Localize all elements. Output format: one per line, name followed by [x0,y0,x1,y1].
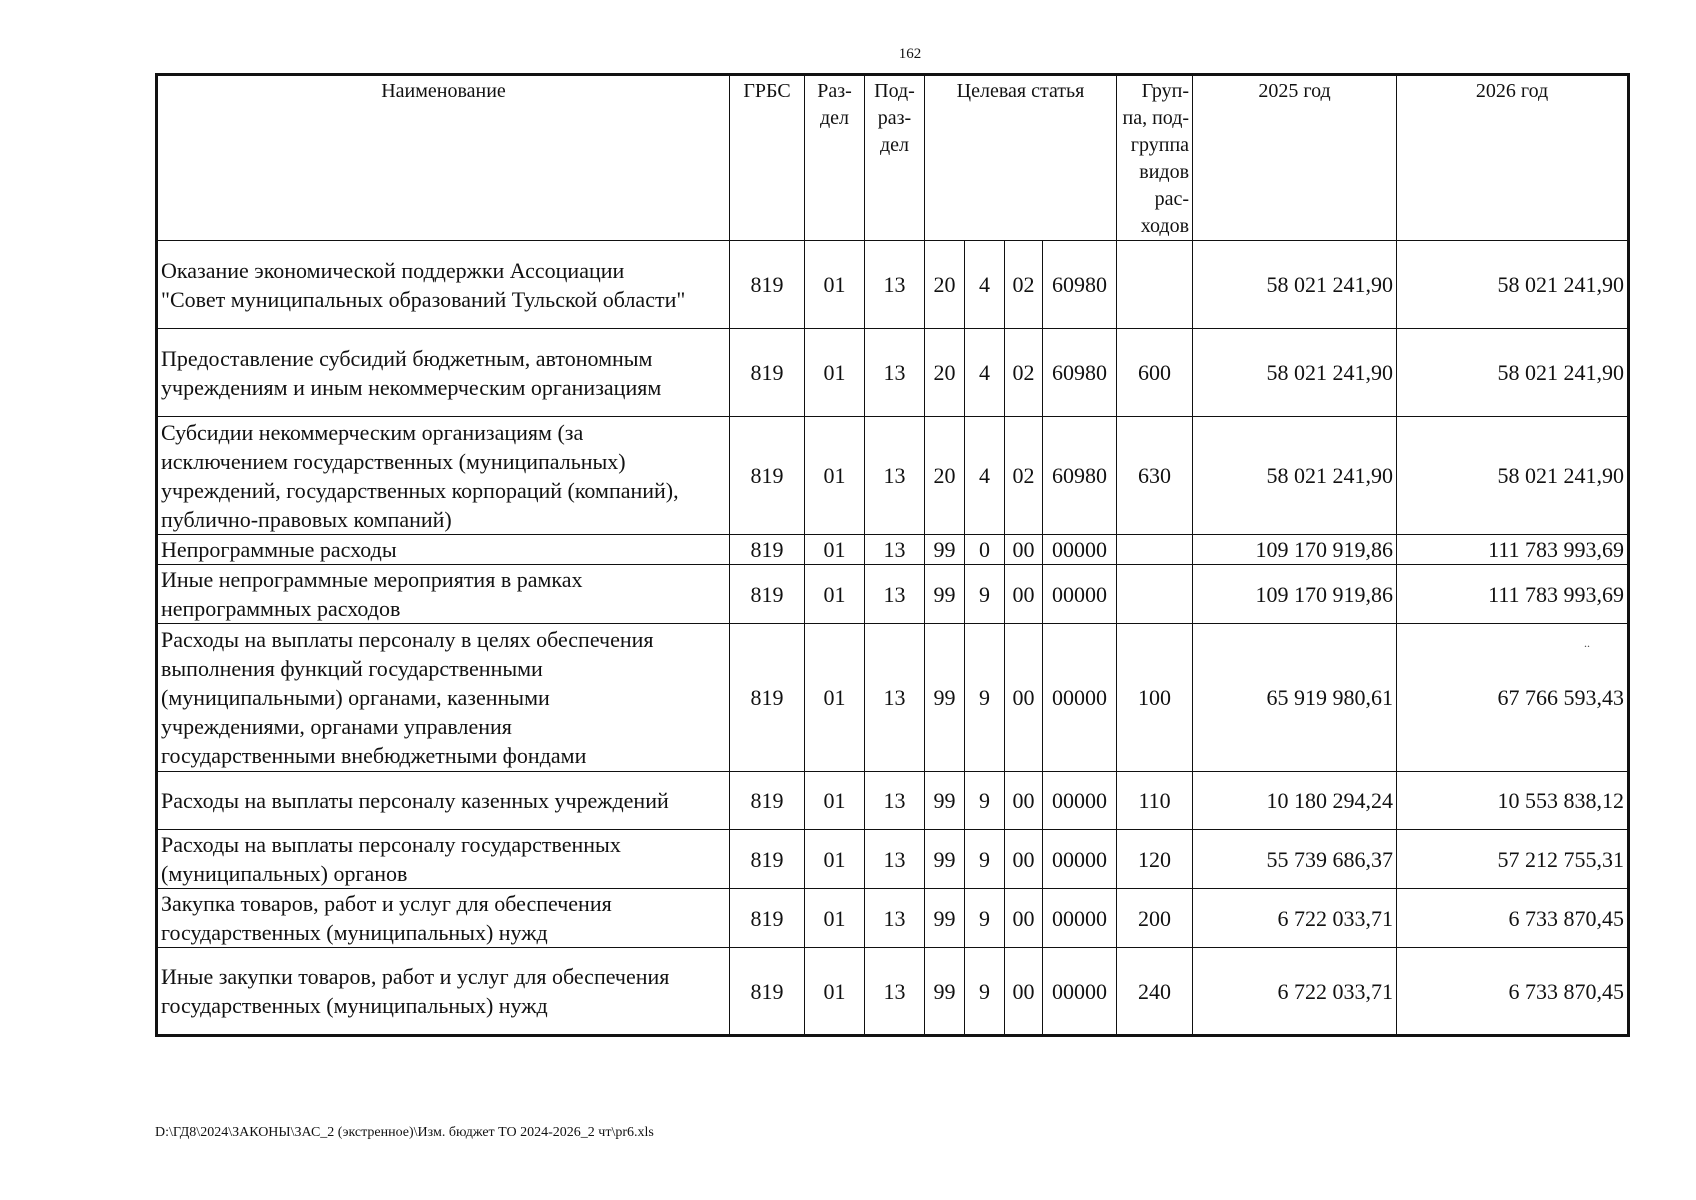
header-line: Раз- [817,80,852,102]
cell-target-subprogram: 00 [1005,565,1043,624]
cell-grbs: 819 [730,535,805,565]
cell-razdel: 01 [805,830,865,889]
row-name-line: Субсидии некоммерческим организациям (за [161,419,584,445]
cell-razdel: 01 [805,329,865,417]
cell-grbs: 819 [730,624,805,772]
cell-amount-2026: 6 733 870,45 [1397,889,1629,948]
cell-podrazdel: 13 [865,565,925,624]
table-row [157,565,1629,624]
cell-amount-2026: 58 021 241,90 [1397,241,1629,329]
row-name [157,241,730,329]
cell-razdel: 01 [805,417,865,535]
cell-amount-2026: 10 553 838,12 [1397,772,1629,830]
header-expense-group [1117,75,1193,241]
file-path-footer: D:\ГД8\2024\ЗАКОНЫ\ЗАС_2 (экстренное)\Изм. бюджет ТО 2024-2026_2 чт\pr6.xls [155,1125,654,1140]
header-target-article: Целевая статья [925,75,1117,241]
row-name-line: выполнения функций государственными [161,656,543,681]
cell-razdel: 01 [805,772,865,830]
table-row [157,535,1629,565]
header-line: рас- [1154,188,1190,210]
cell-target-direction: 00000 [1043,889,1117,948]
stray-mark: .. [1584,636,1590,650]
cell-amount-2025: 109 170 919,86 [1193,535,1397,565]
row-name-line: учреждениям и иным некоммерческим организациям [161,374,662,400]
cell-target-subprogram: 00 [1005,948,1043,1036]
cell-target-type: 4 [965,329,1005,417]
row-name [157,329,730,417]
cell-target-program: 99 [925,830,965,889]
cell-grbs: 819 [730,241,805,329]
header-line: группа [1130,134,1190,156]
row-name-line: Оказание экономической поддержки Ассоциации [161,257,625,283]
cell-razdel: 01 [805,535,865,565]
row-name-line: Расходы на выплаты персоналу в целях обеспечения [161,627,654,652]
cell-grbs: 819 [730,329,805,417]
cell-target-program: 99 [925,565,965,624]
cell-target-program: 20 [925,417,965,535]
header-line: дел [879,134,910,156]
row-name [157,624,730,772]
cell-expense-group [1117,241,1193,329]
header-year-2026: 2026 год [1397,75,1629,241]
cell-target-type: 4 [965,417,1005,535]
cell-amount-2025: 58 021 241,90 [1193,329,1397,417]
row-name-line: публично-правовых компаний) [161,506,452,532]
cell-target-type: 9 [965,830,1005,889]
cell-razdel: 01 [805,948,865,1036]
cell-target-subprogram: 00 [1005,535,1043,565]
cell-target-program: 99 [925,772,965,830]
cell-target-subprogram: 00 [1005,889,1043,948]
row-name-line: Закупка товаров, работ и услуг для обеспечения [161,891,612,916]
row-name [157,565,730,624]
cell-target-direction: 00000 [1043,948,1117,1036]
cell-target-direction: 60980 [1043,241,1117,329]
row-name-line: учреждений, государственных корпораций (компаний), [161,477,679,503]
cell-expense-group: 600 [1117,329,1193,417]
cell-target-program: 20 [925,329,965,417]
cell-amount-2025: 58 021 241,90 [1193,417,1397,535]
cell-target-direction: 00000 [1043,830,1117,889]
row-name [157,772,730,830]
header-line: дел [819,107,850,129]
cell-podrazdel: 13 [865,535,925,565]
cell-target-type: 9 [965,889,1005,948]
cell-target-subprogram: 02 [1005,241,1043,329]
row-name-line: непрограммных расходов [161,596,401,621]
cell-podrazdel: 13 [865,417,925,535]
header-line: Груп- [1141,80,1190,102]
cell-target-subprogram: 00 [1005,830,1043,889]
cell-amount-2026: 111 783 993,69 [1397,535,1629,565]
cell-grbs: 819 [730,417,805,535]
header-line: Под- [874,80,915,102]
header-line: ходов [1140,215,1190,237]
table-body [157,241,1629,1036]
table-row [157,948,1629,1036]
cell-target-direction: 00000 [1043,772,1117,830]
cell-amount-2026: 58 021 241,90 [1397,417,1629,535]
cell-target-subprogram: 02 [1005,417,1043,535]
header-line: видов [1139,161,1190,183]
cell-amount-2026: 57 212 755,31 [1397,830,1629,889]
cell-amount-2026: 58 021 241,90 [1397,329,1629,417]
table-row [157,889,1629,948]
header-row [157,75,1629,241]
row-name-line: исключением государственных (муниципальных) [161,448,626,474]
row-name-line: государственных (муниципальных) нужд [161,993,548,1018]
cell-target-program: 20 [925,241,965,329]
cell-podrazdel: 13 [865,241,925,329]
table-row [157,417,1629,535]
cell-target-program: 99 [925,889,965,948]
cell-target-program: 99 [925,948,965,1036]
cell-grbs: 819 [730,948,805,1036]
row-name-line: государственными внебюджетными фондами [161,743,587,768]
row-name [157,948,730,1036]
cell-amount-2025: 55 739 686,37 [1193,830,1397,889]
cell-target-direction: 00000 [1043,565,1117,624]
header-year-2025: 2025 год [1193,75,1397,241]
row-name-line: (муниципальных) органов [161,861,408,886]
cell-target-type: 4 [965,241,1005,329]
cell-grbs: 819 [730,830,805,889]
row-name-line: Предоставление субсидий бюджетным, автономным [161,345,653,371]
cell-expense-group: 100 [1117,624,1193,772]
cell-target-subprogram: 00 [1005,624,1043,772]
page-number: 162 [898,46,922,62]
cell-podrazdel: 13 [865,830,925,889]
cell-target-subprogram: 00 [1005,772,1043,830]
cell-expense-group: 120 [1117,830,1193,889]
cell-target-direction: 60980 [1043,417,1117,535]
row-name-line: Иные закупки товаров, работ и услуг для обеспечения [161,964,670,989]
header-name: Наименование [157,75,730,241]
cell-target-direction: 60980 [1043,329,1117,417]
cell-podrazdel: 13 [865,889,925,948]
cell-grbs: 819 [730,889,805,948]
header-line: па, под- [1122,107,1190,129]
header-podrazdel [865,75,925,241]
cell-target-subprogram: 02 [1005,329,1043,417]
cell-target-type: 0 [965,535,1005,565]
cell-razdel: 01 [805,241,865,329]
cell-razdel: 01 [805,565,865,624]
cell-target-program: 99 [925,624,965,772]
row-name-line: Непрограммные расходы [161,537,397,562]
row-name [157,830,730,889]
budget-table [155,73,1630,1037]
cell-podrazdel: 13 [865,948,925,1036]
cell-amount-2026: 6 733 870,45 [1397,948,1629,1036]
row-name-line: Расходы на выплаты персоналу казенных учреждений [161,788,669,813]
cell-target-direction: 00000 [1043,624,1117,772]
cell-target-direction: 00000 [1043,535,1117,565]
row-name-line: учреждениями, органами управления [161,714,512,739]
cell-podrazdel: 13 [865,624,925,772]
cell-expense-group: 630 [1117,417,1193,535]
cell-expense-group: 240 [1117,948,1193,1036]
row-name [157,889,730,948]
cell-target-program: 99 [925,535,965,565]
header-razdel [805,75,865,241]
cell-grbs: 819 [730,565,805,624]
row-name-line: Расходы на выплаты персоналу государственных [161,832,621,857]
cell-target-type: 9 [965,565,1005,624]
cell-amount-2025: 109 170 919,86 [1193,565,1397,624]
row-name-line: "Совет муниципальных образований Тульской области" [161,286,686,312]
cell-amount-2026: 67 766 593,43 [1397,624,1629,772]
cell-razdel: 01 [805,624,865,772]
cell-podrazdel: 13 [865,772,925,830]
cell-amount-2025: 10 180 294,24 [1193,772,1397,830]
table-row [157,241,1629,329]
table-row [157,772,1629,830]
table-row [157,830,1629,889]
header-grbs: ГРБС [730,75,805,241]
cell-grbs: 819 [730,772,805,830]
row-name-line: государственных (муниципальных) нужд [161,920,548,945]
row-name [157,535,730,565]
row-name-line: (муниципальными) органами, казенными [161,685,550,710]
cell-razdel: 01 [805,889,865,948]
cell-amount-2025: 58 021 241,90 [1193,241,1397,329]
cell-amount-2025: 65 919 980,61 [1193,624,1397,772]
cell-amount-2025: 6 722 033,71 [1193,889,1397,948]
cell-target-type: 9 [965,772,1005,830]
row-name-line: Иные непрограммные мероприятия в рамках [161,567,583,592]
cell-expense-group: 110 [1117,772,1193,830]
header-line: раз- [877,107,912,129]
cell-expense-group [1117,535,1193,565]
cell-podrazdel: 13 [865,329,925,417]
cell-amount-2025: 6 722 033,71 [1193,948,1397,1036]
cell-target-type: 9 [965,948,1005,1036]
table-row [157,624,1629,772]
row-name [157,417,730,535]
cell-target-type: 9 [965,624,1005,772]
cell-expense-group [1117,565,1193,624]
cell-expense-group: 200 [1117,889,1193,948]
table-row [157,329,1629,417]
cell-amount-2026: 111 783 993,69 [1397,565,1629,624]
